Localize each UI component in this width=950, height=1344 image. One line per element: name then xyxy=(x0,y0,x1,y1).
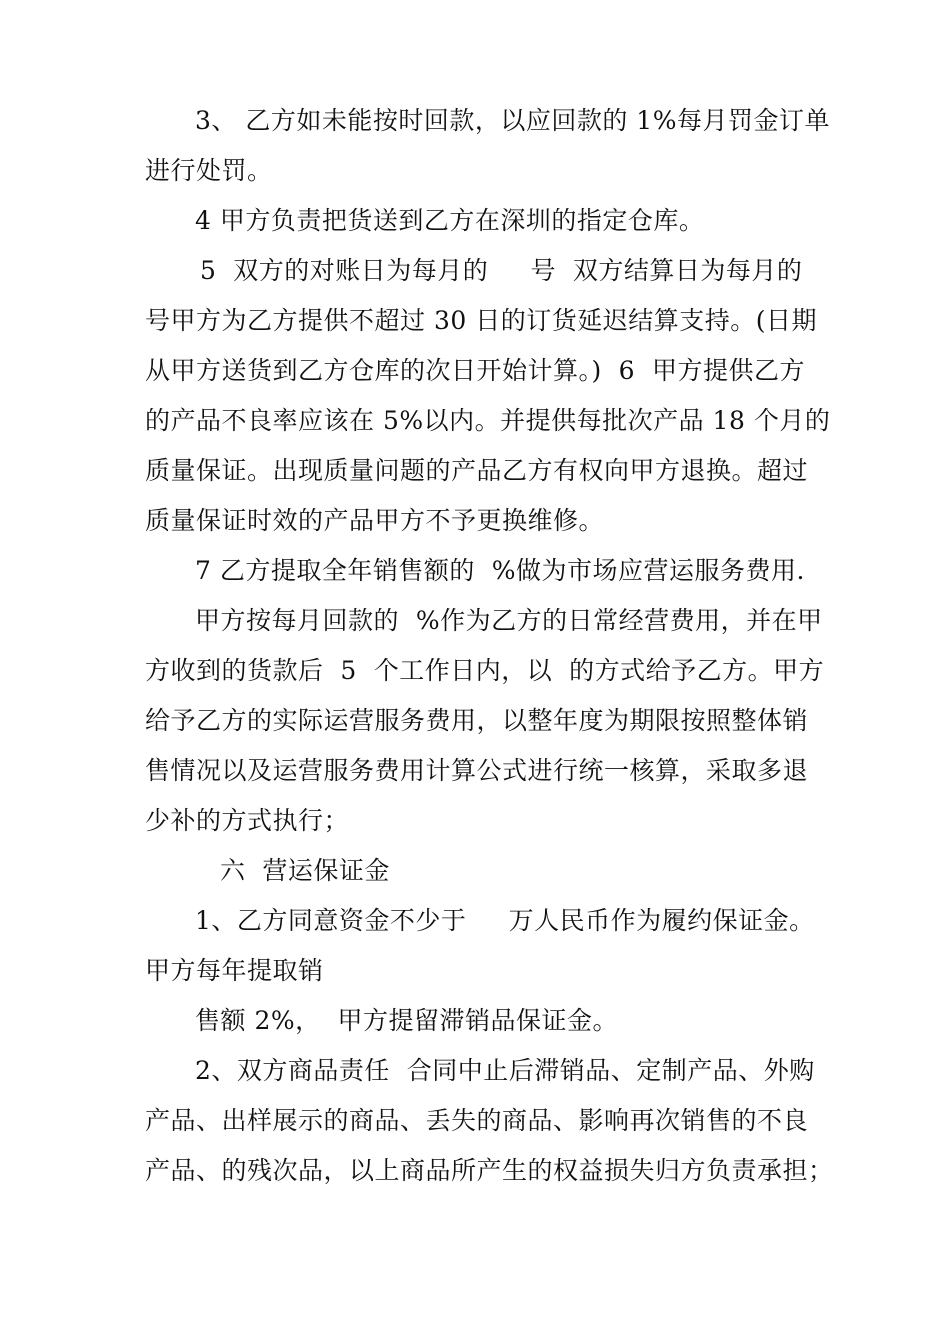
text-line: 2、双方商品责任 合同中止后滞销品、定制产品、外购 xyxy=(195,1056,815,1085)
text-line: 7 乙方提取全年销售额的 %做为市场应营运服务费用. xyxy=(195,556,805,585)
text-line: 产品、出样展示的商品、丢失的商品、影响再次销售的不良 xyxy=(145,1106,809,1135)
section-heading: 六 营运保证金 xyxy=(220,856,390,885)
text-line: 进行处罚。 xyxy=(145,156,273,185)
text-line: 方收到的货款后 5 个工作日内，以 的方式给予乙方。甲方 xyxy=(145,656,825,685)
text-line: 质量保证时效的产品甲方不予更换维修。 xyxy=(145,506,605,535)
text-line: 质量保证。出现质量问题的产品乙方有权向甲方退换。超过 xyxy=(145,456,809,485)
text-line: 4 甲方负责把货送到乙方在深圳的指定仓库。 xyxy=(195,206,705,235)
text-line: 给予乙方的实际运营服务费用，以整年度为期限按照整体销 xyxy=(145,706,809,735)
text-line: 售情况以及运营服务费用计算公式进行统一核算，采取多退 xyxy=(145,756,809,785)
text-line: 少补的方式执行； xyxy=(145,806,350,835)
text-line: 甲方每年提取销 xyxy=(145,956,324,985)
text-line: 的产品不良率应该在 5%以内。并提供每批次产品 18 个月的 xyxy=(145,406,831,435)
text-line: 售额 2%， 甲方提留滞销品保证金。 xyxy=(195,1006,619,1035)
text-line: 号甲方为乙方提供不超过 30 日的订货延迟结算支持。(日期 xyxy=(145,306,817,335)
text-line: 1、乙方同意资金不少于 万人民币作为履约保证金。 xyxy=(195,906,815,935)
text-line: 产品、的残次品，以上商品所产生的权益损失归方负责承担； xyxy=(145,1156,834,1185)
text-line: 5 双方的对账日为每月的 号 双方结算日为每月的 xyxy=(200,256,803,285)
text-line: 从甲方送货到乙方仓库的次日开始计算。) 6 甲方提供乙方 xyxy=(145,356,805,385)
text-line: 甲方按每月回款的 %作为乙方的日常经营费用，并在甲 xyxy=(195,606,823,635)
text-line: 3、 乙方如未能按时回款，以应回款的 1%每月罚金订单 xyxy=(195,106,830,135)
